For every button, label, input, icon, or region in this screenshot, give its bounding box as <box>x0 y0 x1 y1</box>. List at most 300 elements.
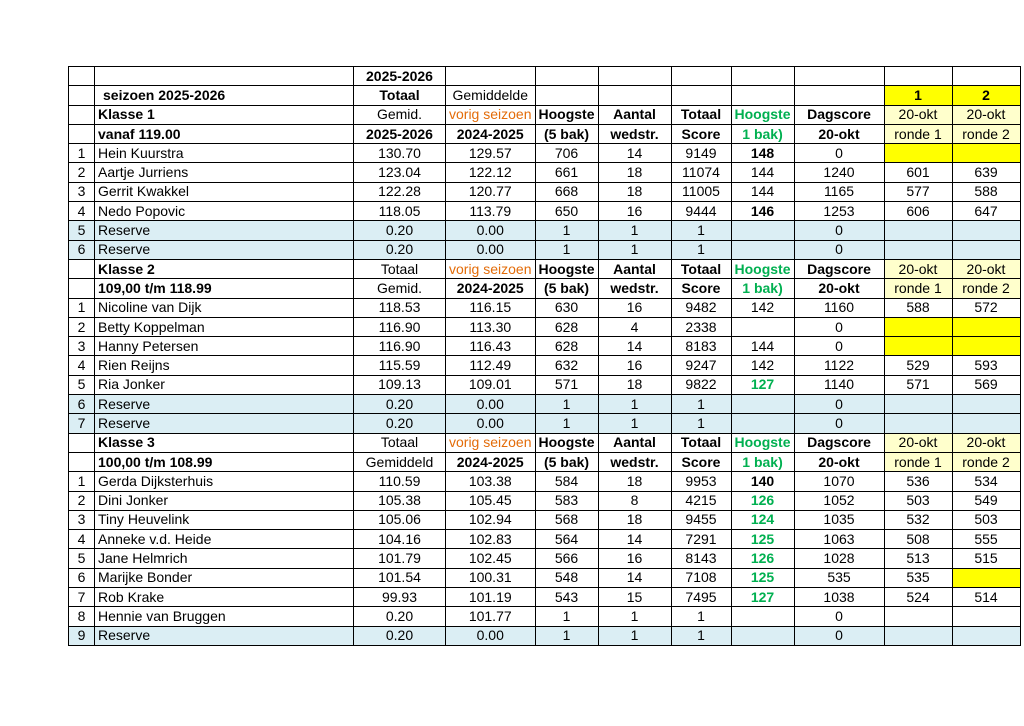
previous-season-value: 0.00 <box>446 221 536 240</box>
day-score-value: 1070 <box>794 472 884 491</box>
matches-value: 16 <box>598 356 671 375</box>
highest-5-value: 628 <box>535 337 598 356</box>
table-row <box>69 568 1021 587</box>
round-1-value <box>884 607 952 626</box>
previous-season-value: 103.38 <box>446 472 536 491</box>
table-row <box>69 337 1021 356</box>
player-name: Reserve <box>95 240 354 259</box>
round-2-date: 20-okt <box>952 259 1020 278</box>
previous-season-value: 112.49 <box>446 356 536 375</box>
highest-1-value <box>731 221 794 240</box>
average-value: 0.20 <box>354 221 446 240</box>
matches-value: 1 <box>598 626 671 645</box>
previous-season-value: 0.00 <box>446 414 536 433</box>
previous-season-value: 109.01 <box>446 375 536 394</box>
matches-value: 16 <box>598 298 671 317</box>
highest-1-value: 124 <box>731 510 794 529</box>
round-1-label: ronde 1 <box>884 452 952 471</box>
rank-number: 5 <box>69 221 95 240</box>
rank-number: 7 <box>69 588 95 607</box>
highest-1-value: 142 <box>731 356 794 375</box>
round-1-value: 535 <box>884 568 952 587</box>
matches-value: 14 <box>598 144 671 163</box>
highest-5-subheader: (5 bak) <box>535 279 598 298</box>
player-name: Gerrit Kwakkel <box>95 182 354 201</box>
highest-1-value: 140 <box>731 472 794 491</box>
highest-1-value <box>731 626 794 645</box>
klasse-header-row <box>69 259 1021 278</box>
rank-number: 6 <box>69 395 95 414</box>
highest-1-value: 144 <box>731 337 794 356</box>
round-2-date: 20-okt <box>952 105 1020 124</box>
highest-1-value: 126 <box>731 491 794 510</box>
round-1-date: 20-okt <box>884 433 952 452</box>
day-score-value: 0 <box>794 144 884 163</box>
total-score-value: 11005 <box>671 182 731 201</box>
matches-value: 18 <box>598 375 671 394</box>
highest-5-value: 566 <box>535 549 598 568</box>
total-score-header: Totaal <box>671 433 731 452</box>
klasse-name: Klasse 3 <box>95 433 354 452</box>
total-score-value: 9247 <box>671 356 731 375</box>
previous-season-value: 116.15 <box>446 298 536 317</box>
round-1-value: 577 <box>884 182 952 201</box>
highest-1-value: 127 <box>731 375 794 394</box>
totaal-header: Totaal <box>354 86 446 105</box>
highest-5-value: 568 <box>535 510 598 529</box>
matches-value: 1 <box>598 221 671 240</box>
matches-value: 1 <box>598 240 671 259</box>
matches-value: 18 <box>598 163 671 182</box>
table-row <box>69 549 1021 568</box>
empty-cell <box>69 279 95 298</box>
round-2-value: 549 <box>952 491 1020 510</box>
highest-5-value: 1 <box>535 395 598 414</box>
table-row <box>69 298 1021 317</box>
highest-1-value: 127 <box>731 588 794 607</box>
klasse-subheader-row <box>69 124 1021 143</box>
matches-header: Aantal <box>598 105 671 124</box>
highest-1-subheader: 1 bak) <box>731 124 794 143</box>
round-2-value: 572 <box>952 298 1020 317</box>
average-value: 130.70 <box>354 144 446 163</box>
player-name: Nicoline van Dijk <box>95 298 354 317</box>
klasse-name: Klasse 2 <box>95 259 354 278</box>
empty-cell <box>69 124 95 143</box>
total-score-value: 4215 <box>671 491 731 510</box>
round-1-value <box>884 240 952 259</box>
round-1-value <box>884 626 952 645</box>
total-score-value: 1 <box>671 626 731 645</box>
previous-season-value: 102.94 <box>446 510 536 529</box>
table-row <box>69 240 1021 259</box>
highest-1-value: 142 <box>731 298 794 317</box>
round-1-label: ronde 1 <box>884 279 952 298</box>
table-row <box>69 317 1021 336</box>
average-header: Totaal <box>354 433 446 452</box>
player-name: Reserve <box>95 221 354 240</box>
previous-season-header: vorig seizoen <box>446 105 536 124</box>
highest-1-value <box>731 240 794 259</box>
score-table <box>68 66 1021 646</box>
matches-value: 1 <box>598 395 671 414</box>
round-2-value <box>952 626 1020 645</box>
empty-cell <box>69 433 95 452</box>
matches-value: 1 <box>598 414 671 433</box>
day-score-header: Dagscore <box>794 259 884 278</box>
matches-value: 16 <box>598 202 671 221</box>
highest-1-value: 126 <box>731 549 794 568</box>
highest-5-value: 632 <box>535 356 598 375</box>
round-1-label: ronde 1 <box>884 124 952 143</box>
previous-season-value: 101.77 <box>446 607 536 626</box>
table-row <box>69 510 1021 529</box>
round-2-value <box>952 607 1020 626</box>
average-value: 109.13 <box>354 375 446 394</box>
matches-value: 15 <box>598 588 671 607</box>
highest-5-value: 1 <box>535 240 598 259</box>
total-score-value: 11074 <box>671 163 731 182</box>
rank-number: 3 <box>69 337 95 356</box>
player-name: Reserve <box>95 395 354 414</box>
rank-number: 4 <box>69 530 95 549</box>
highest-1-value: 146 <box>731 202 794 221</box>
klasse-subheader-row <box>69 279 1021 298</box>
round-1-value: 508 <box>884 530 952 549</box>
highest-1-header: Hoogste <box>731 433 794 452</box>
highest-5-value: 1 <box>535 221 598 240</box>
highest-5-value: 661 <box>535 163 598 182</box>
round-2-value <box>952 568 1020 587</box>
matches-subheader: wedstr. <box>598 124 671 143</box>
total-score-subheader: Score <box>671 452 731 471</box>
day-score-value: 1160 <box>794 298 884 317</box>
round-1-value: 536 <box>884 472 952 491</box>
matches-header: Aantal <box>598 259 671 278</box>
table-row <box>69 414 1021 433</box>
matches-value: 14 <box>598 568 671 587</box>
matches-value: 14 <box>598 530 671 549</box>
total-score-value: 9482 <box>671 298 731 317</box>
matches-value: 18 <box>598 472 671 491</box>
rank-number: 4 <box>69 202 95 221</box>
table-row <box>69 144 1021 163</box>
day-score-header: Dagscore <box>794 105 884 124</box>
highest-1-value <box>731 317 794 336</box>
matches-header: Aantal <box>598 433 671 452</box>
total-score-value: 9444 <box>671 202 731 221</box>
average-subheader: Gemid. <box>354 279 446 298</box>
average-value: 122.28 <box>354 182 446 201</box>
average-value: 118.53 <box>354 298 446 317</box>
matches-value: 1 <box>598 607 671 626</box>
average-value: 0.20 <box>354 240 446 259</box>
rank-number: 1 <box>69 298 95 317</box>
player-name: Rob Krake <box>95 588 354 607</box>
average-value: 0.20 <box>354 395 446 414</box>
day-score-value: 1038 <box>794 588 884 607</box>
round-1-value: 529 <box>884 356 952 375</box>
average-value: 115.59 <box>354 356 446 375</box>
average-header: Totaal <box>354 259 446 278</box>
round-2-label: ronde 2 <box>952 279 1020 298</box>
round-2-value: 593 <box>952 356 1020 375</box>
average-value: 101.54 <box>354 568 446 587</box>
previous-season-subheader: 2024-2025 <box>446 124 536 143</box>
total-score-value: 1 <box>671 607 731 626</box>
day-score-value: 1063 <box>794 530 884 549</box>
previous-season-value: 116.43 <box>446 337 536 356</box>
highest-1-value <box>731 607 794 626</box>
total-score-value: 8143 <box>671 549 731 568</box>
highest-1-subheader: 1 bak) <box>731 279 794 298</box>
empty-cell <box>69 452 95 471</box>
empty-cell <box>69 259 95 278</box>
season-title: seizoen 2025-2026 <box>95 86 354 105</box>
total-score-subheader: Score <box>671 279 731 298</box>
round-1-value: 588 <box>884 298 952 317</box>
round-2-value <box>952 240 1020 259</box>
round-1-date: 20-okt <box>884 105 952 124</box>
matches-value: 16 <box>598 549 671 568</box>
highest-5-subheader: (5 bak) <box>535 124 598 143</box>
player-name: Reserve <box>95 626 354 645</box>
round-2-value <box>952 221 1020 240</box>
player-name: Jane Helmrich <box>95 549 354 568</box>
round-2-value: 569 <box>952 375 1020 394</box>
rank-number: 5 <box>69 549 95 568</box>
round-1-value: 606 <box>884 202 952 221</box>
rank-number: 3 <box>69 510 95 529</box>
previous-season-value: 120.77 <box>446 182 536 201</box>
round-1-number: 1 <box>884 86 952 105</box>
round-1-value <box>884 317 952 336</box>
day-score-value: 0 <box>794 395 884 414</box>
table-row <box>69 491 1021 510</box>
total-score-value: 2338 <box>671 317 731 336</box>
highest-5-value: 571 <box>535 375 598 394</box>
average-value: 0.20 <box>354 626 446 645</box>
previous-season-value: 105.45 <box>446 491 536 510</box>
day-score-value: 0 <box>794 221 884 240</box>
table-row <box>69 607 1021 626</box>
round-2-value: 588 <box>952 182 1020 201</box>
total-score-value: 7291 <box>671 530 731 549</box>
season-label: 2025-2026 <box>354 67 446 86</box>
player-name: Ria Jonker <box>95 375 354 394</box>
highest-1-value <box>731 414 794 433</box>
rank-number: 7 <box>69 414 95 433</box>
rank-number: 9 <box>69 626 95 645</box>
previous-season-value: 100.31 <box>446 568 536 587</box>
table-row <box>69 356 1021 375</box>
day-score-subheader: 20-okt <box>794 279 884 298</box>
round-1-value: 532 <box>884 510 952 529</box>
round-2-date: 20-okt <box>952 433 1020 452</box>
matches-value: 14 <box>598 337 671 356</box>
rank-number: 2 <box>69 317 95 336</box>
table-row <box>69 395 1021 414</box>
highest-1-value: 125 <box>731 568 794 587</box>
matches-value: 8 <box>598 491 671 510</box>
round-1-date: 20-okt <box>884 259 952 278</box>
matches-subheader: wedstr. <box>598 452 671 471</box>
score-table-body <box>69 67 1021 646</box>
player-name: Rien Reijns <box>95 356 354 375</box>
highest-5-value: 548 <box>535 568 598 587</box>
previous-season-value: 0.00 <box>446 240 536 259</box>
previous-season-subheader: 2024-2025 <box>446 452 536 471</box>
klasse-header-row <box>69 105 1021 124</box>
day-score-subheader: 20-okt <box>794 452 884 471</box>
highest-5-value: 706 <box>535 144 598 163</box>
highest-5-value: 1 <box>535 414 598 433</box>
total-score-value: 1 <box>671 414 731 433</box>
table-row <box>69 472 1021 491</box>
total-score-header: Totaal <box>671 105 731 124</box>
highest-5-header: Hoogste <box>535 259 598 278</box>
day-score-value: 535 <box>794 568 884 587</box>
round-2-number: 2 <box>952 86 1020 105</box>
rank-number: 5 <box>69 375 95 394</box>
round-2-value <box>952 414 1020 433</box>
total-score-value: 1 <box>671 240 731 259</box>
matches-value: 4 <box>598 317 671 336</box>
highest-1-value: 144 <box>731 182 794 201</box>
rank-number: 3 <box>69 182 95 201</box>
rank-number: 2 <box>69 163 95 182</box>
average-value: 123.04 <box>354 163 446 182</box>
average-header: Gemid. <box>354 105 446 124</box>
klasse-range: 100,00 t/m 108.99 <box>95 452 354 471</box>
player-name: Hanny Petersen <box>95 337 354 356</box>
previous-season-value: 102.83 <box>446 530 536 549</box>
round-2-value: 503 <box>952 510 1020 529</box>
highest-5-value: 668 <box>535 182 598 201</box>
round-2-value <box>952 337 1020 356</box>
total-score-value: 9149 <box>671 144 731 163</box>
round-1-value <box>884 144 952 163</box>
round-1-value <box>884 337 952 356</box>
previous-season-value: 129.57 <box>446 144 536 163</box>
round-2-label: ronde 2 <box>952 124 1020 143</box>
previous-season-subheader: 2024-2025 <box>446 279 536 298</box>
previous-season-header: vorig seizoen <box>446 259 536 278</box>
highest-1-header: Hoogste <box>731 105 794 124</box>
day-score-value: 0 <box>794 626 884 645</box>
previous-season-value: 113.30 <box>446 317 536 336</box>
round-1-value: 601 <box>884 163 952 182</box>
total-score-value: 1 <box>671 221 731 240</box>
highest-5-value: 584 <box>535 472 598 491</box>
matches-value: 18 <box>598 182 671 201</box>
title-row <box>69 86 1021 105</box>
table-row <box>69 530 1021 549</box>
table-row <box>69 221 1021 240</box>
highest-1-value: 144 <box>731 163 794 182</box>
average-value: 110.59 <box>354 472 446 491</box>
player-name: Hennie van Bruggen <box>95 607 354 626</box>
round-2-value: 514 <box>952 588 1020 607</box>
highest-1-value <box>731 395 794 414</box>
rank-number: 2 <box>69 491 95 510</box>
total-score-value: 7495 <box>671 588 731 607</box>
player-name: Betty Koppelman <box>95 317 354 336</box>
klasse-header-row <box>69 433 1021 452</box>
player-name: Aartje Jurriens <box>95 163 354 182</box>
highest-1-value: 148 <box>731 144 794 163</box>
rank-number: 1 <box>69 144 95 163</box>
table-row <box>69 202 1021 221</box>
average-value: 0.20 <box>354 607 446 626</box>
total-score-value: 7108 <box>671 568 731 587</box>
player-name: Anneke v.d. Heide <box>95 530 354 549</box>
round-2-value <box>952 317 1020 336</box>
rank-number: 6 <box>69 568 95 587</box>
day-score-value: 1253 <box>794 202 884 221</box>
previous-season-header: vorig seizoen <box>446 433 536 452</box>
table-row <box>69 163 1021 182</box>
player-name: Tiny Heuvelink <box>95 510 354 529</box>
round-2-value: 534 <box>952 472 1020 491</box>
day-score-header: Dagscore <box>794 433 884 452</box>
previous-season-value: 0.00 <box>446 395 536 414</box>
day-score-value: 1122 <box>794 356 884 375</box>
total-score-value: 9455 <box>671 510 731 529</box>
total-score-value: 1 <box>671 395 731 414</box>
total-score-subheader: Score <box>671 124 731 143</box>
total-score-value: 9822 <box>671 375 731 394</box>
previous-season-value: 101.19 <box>446 588 536 607</box>
day-score-value: 0 <box>794 337 884 356</box>
klasse-range: vanaf 119.00 <box>95 124 354 143</box>
total-score-value: 8183 <box>671 337 731 356</box>
day-score-value: 1140 <box>794 375 884 394</box>
round-1-value <box>884 221 952 240</box>
season-row <box>69 67 1021 86</box>
player-name: Hein Kuurstra <box>95 144 354 163</box>
table-row <box>69 588 1021 607</box>
table-row <box>69 375 1021 394</box>
round-1-value <box>884 414 952 433</box>
highest-5-value: 630 <box>535 298 598 317</box>
rank-number: 6 <box>69 240 95 259</box>
highest-1-subheader: 1 bak) <box>731 452 794 471</box>
previous-season-value: 0.00 <box>446 626 536 645</box>
round-1-value: 524 <box>884 588 952 607</box>
average-value: 105.06 <box>354 510 446 529</box>
average-value: 101.79 <box>354 549 446 568</box>
average-value: 104.16 <box>354 530 446 549</box>
average-subheader: 2025-2026 <box>354 124 446 143</box>
player-name: Reserve <box>95 414 354 433</box>
day-score-subheader: 20-okt <box>794 124 884 143</box>
player-name: Marijke Bonder <box>95 568 354 587</box>
gemiddelde-header: Gemiddelde <box>446 86 536 105</box>
rank-number: 8 <box>69 607 95 626</box>
previous-season-value: 102.45 <box>446 549 536 568</box>
round-2-value: 639 <box>952 163 1020 182</box>
day-score-value: 0 <box>794 607 884 626</box>
previous-season-value: 122.12 <box>446 163 536 182</box>
table-row <box>69 626 1021 645</box>
previous-season-value: 113.79 <box>446 202 536 221</box>
round-1-value: 571 <box>884 375 952 394</box>
average-value: 118.05 <box>354 202 446 221</box>
highest-1-header: Hoogste <box>731 259 794 278</box>
average-value: 0.20 <box>354 414 446 433</box>
round-1-value <box>884 395 952 414</box>
